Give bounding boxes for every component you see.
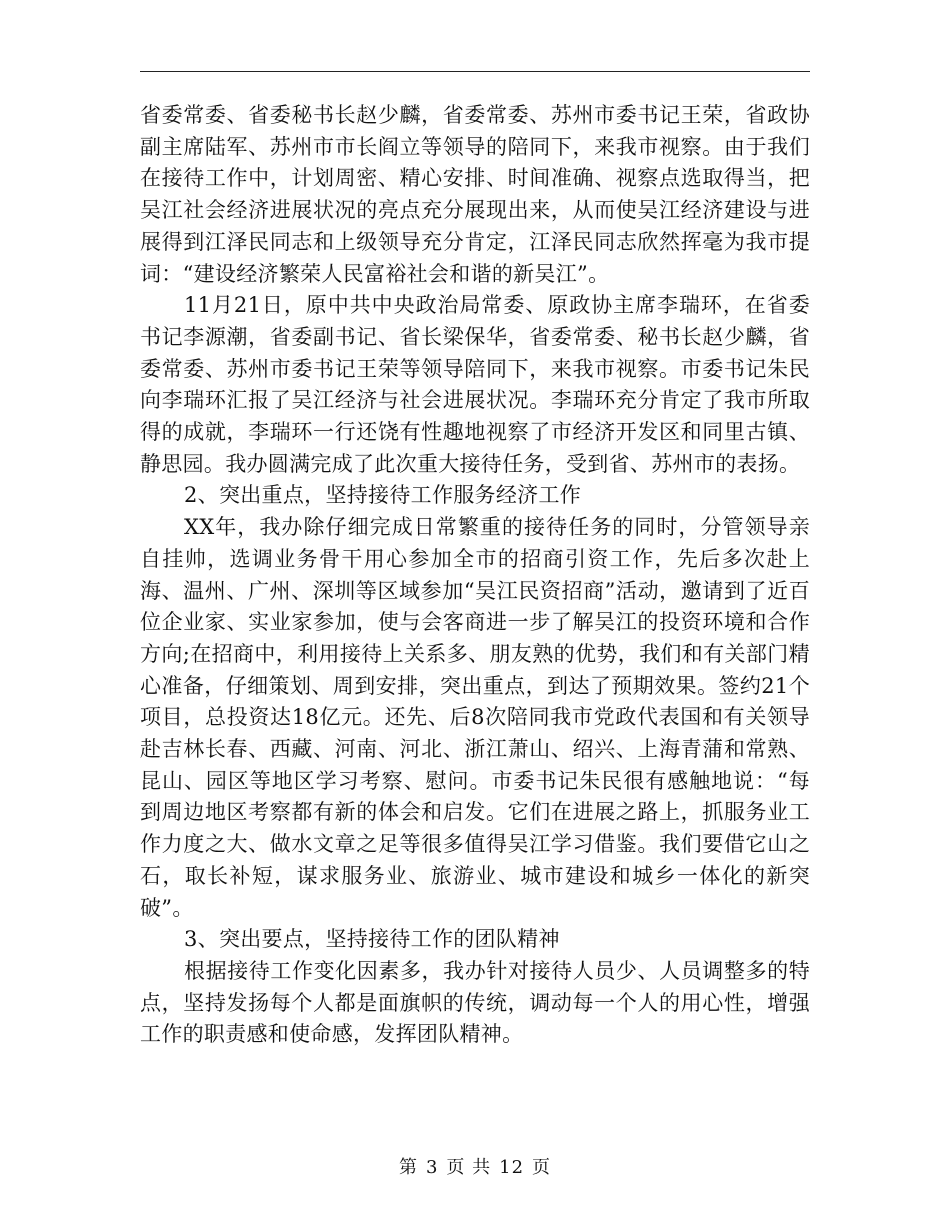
document-body: [140, 100, 810, 1051]
footer-prefix: 第: [398, 1157, 418, 1178]
footer-middle: 页 共: [446, 1157, 492, 1178]
page-footer: [0, 1153, 950, 1179]
paragraph-li-ruihuan-visit: 11月21日，原中共中央政治局常委、原政协主席李瑞环，在省委书记李源潮，省委副书记、省长梁保华，省委常委、秘书长赵少麟，省委常委、苏州市委书记王荣等领导陪同下，来我市视察。市委书记朱民向李瑞环汇报了吴江经济与社会进展状况。李瑞环充分肯定了我市所取得的成就，李瑞环一行还饶有性趣地视察了市经济开发区和同里古镇、静思园。我办圆满完成了此次重大接待任务，受到省、苏州市的表扬。: [140, 293, 810, 476]
header-rule: [140, 71, 810, 72]
paragraph-investment: XX年，我办除仔细完成日常繁重的接待任务的同时，分管领导亲自挂帅，选调业务骨干用心参加全市的招商引资工作，先后多次赴上海、温州、广州、深圳等区域参加“吴江民资招商”活动，邀请到了近百位企业家、实业家参加，使与会客商进一步了解吴江的投资环境和合作方向;在招商中，利用接待上关系多、朋友熟的优势，我们和有关部门精心准备，仔细策划、周到安排，突出重点，到达了预期效果。签约21个项目，总投资达18亿元。还先、后8次陪同我市党政代表国和有关领导赴吉林长春、西藏、河南、河北、浙江萧山、绍兴、上海青蒲和常熟、昆山、园区等地区学习考察、慰问。市委书记朱民很有感触地说：“每到周边地区考察都有新的体会和启发。它们在进展之路上，抓服务业工作力度之大、做水文章之足等很多值得吴江学习借鉴。我们要借它山之石，取长补短，谋求服务业、旅游业、城市建设和城乡一体化的新突破”。: [140, 515, 810, 920]
page-number: 3: [425, 1157, 439, 1178]
paragraph-continued: 省委常委、省委秘书长赵少麟，省委常委、苏州市委书记王荣，省政协副主席陆军、苏州市市长阎立等领导的陪同下，来我市视察。由于我们在接待工作中，计划周密、精心安排、时间准确、视察点选取得当，把吴江社会经济进展状况的亮点充分展现出来，从而使吴江经济建设与进展得到江泽民同志和上级领导充分肯定，江泽民同志欣然挥毫为我市提词：“建设经济繁荣人民富裕社会和谐的新吴江”。: [140, 103, 810, 286]
paragraph-team-spirit: 根据接待工作变化因素多，我办针对接待人员少、人员调整多的特点，坚持发扬每个人都是面旗帜的传统，调动每一个人的用心性，增强工作的职责感和使命感，发挥团队精神。: [140, 958, 810, 1047]
page-total: 12: [499, 1157, 525, 1178]
footer-suffix: 页: [532, 1157, 552, 1178]
section-heading-2: 2、突出重点，坚持接待工作服务经济工作: [184, 483, 582, 508]
section-heading-3: 3、突出要点，坚持接待工作的团队精神: [184, 927, 560, 952]
